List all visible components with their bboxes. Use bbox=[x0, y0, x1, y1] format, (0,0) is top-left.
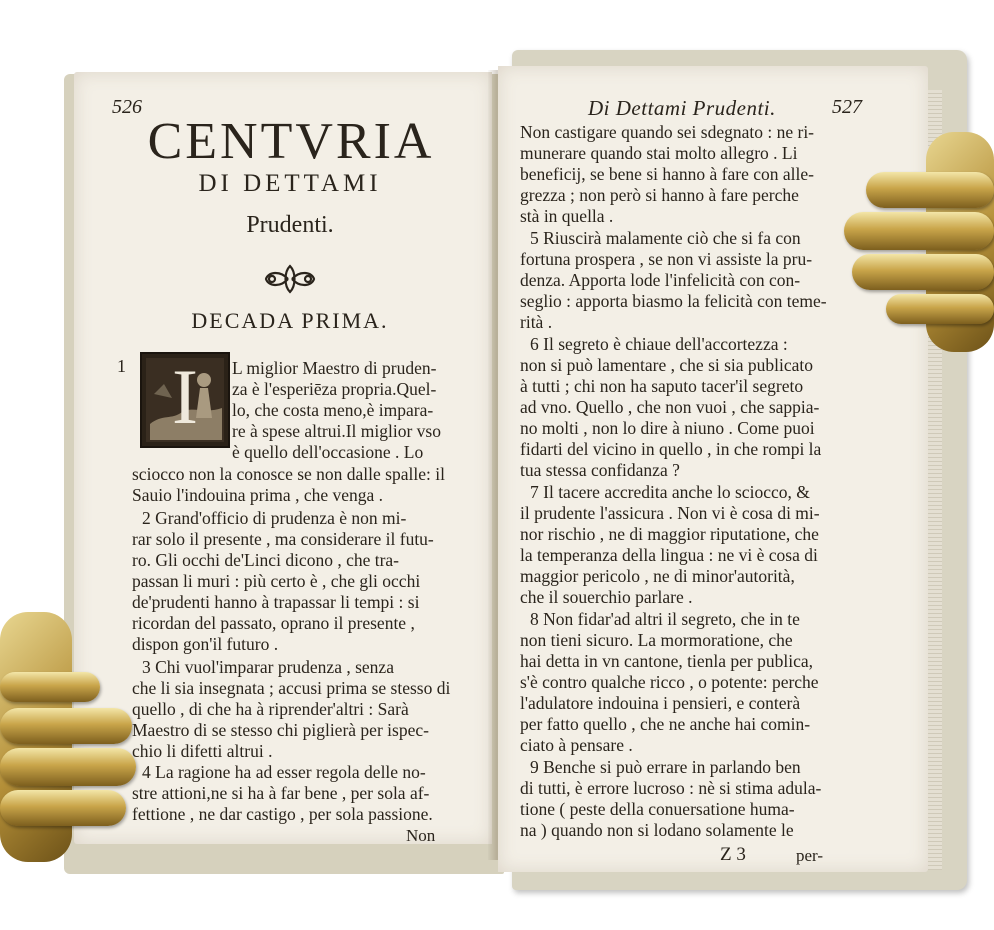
text-line: L miglior Maestro di pruden- bbox=[232, 358, 437, 378]
text-line: no molti , non lo dire à niuno . Come puoi bbox=[520, 418, 815, 438]
text-line: che li sia insegnata ; accusi prima se stesso di bbox=[132, 678, 451, 698]
title-main: CENTVRIA bbox=[147, 113, 435, 170]
text-line: de'prudenti hanno à trapassar li tempi : si bbox=[132, 592, 420, 612]
text-line: 6 Il segreto è chiaue dell'accortezza : bbox=[530, 334, 788, 354]
text-line: denza. Apporta lode l'infelicità con con- bbox=[520, 270, 801, 290]
initial-letter: I bbox=[172, 353, 198, 440]
text-line: non tieni sicuro. La mormoratione, che bbox=[520, 630, 793, 650]
text-line: ciato à pensare . bbox=[520, 735, 633, 755]
text-line: tione ( peste della conuersatione huma- bbox=[520, 799, 795, 819]
text-line: hai detta in vn cantone, tienla per publica, bbox=[520, 651, 814, 671]
text-line: nor rischio , ne di maggior riputatione, che bbox=[520, 524, 819, 544]
decorated-initial bbox=[140, 352, 230, 448]
text-line: fidarti del vicino in quello , in che rompi la bbox=[520, 439, 822, 459]
title-sub-prudenti: Prudenti. bbox=[246, 212, 334, 238]
paragraph-number-1: 1 bbox=[117, 356, 126, 376]
text-line: 5 Riuscirà malamente ciò che si fa con bbox=[530, 228, 801, 248]
text-line: munerare quando stai molto allegro . Li bbox=[520, 143, 798, 163]
text-line: non si può lamentare , che si sia publicato bbox=[520, 355, 814, 375]
right-catchword: per- bbox=[796, 846, 824, 865]
text-line: Sauio l'indouina prima , che venga . bbox=[132, 485, 384, 505]
text-line: 3 Chi vuol'imparar prudenza , senza bbox=[142, 657, 394, 677]
left-page-number: 526 bbox=[112, 96, 142, 118]
text-line: re à spese altrui.Il miglior vso bbox=[232, 421, 441, 441]
text-line: 9 Benche si può errare in parlando ben bbox=[530, 757, 801, 777]
signature-mark: Z 3 bbox=[720, 844, 746, 865]
text-line: l'adulatore indouina i pensieri, e conterà bbox=[520, 693, 801, 713]
fleuron-ornament-icon bbox=[262, 262, 318, 296]
text-line: 7 Il tacere accredita anche lo sciocco, & bbox=[530, 482, 810, 502]
text-line: stà in quella . bbox=[520, 206, 614, 226]
text-line: chio li difetti altrui . bbox=[132, 741, 273, 761]
text-line: 2 Grand'officio di prudenza è non mi- bbox=[142, 508, 407, 528]
running-head: Di Dettami Prudenti. bbox=[588, 96, 776, 120]
text-line: za è l'esperiēza propria.Quel- bbox=[232, 379, 437, 399]
text-line: di tutti, è errore lucroso : nè si stima adula- bbox=[520, 778, 822, 798]
brass-hand-right-icon bbox=[836, 112, 994, 352]
text-line: il prudente l'assicura . Non vi è cosa di mi- bbox=[520, 503, 820, 523]
text-line: à tutti ; chi non ha saputo tacer'il segreto bbox=[520, 376, 804, 396]
text-line: la temperanza della lingua : ne vi è cosa di bbox=[520, 545, 818, 565]
text-line: rità . bbox=[520, 312, 553, 332]
text-line: grezza ; non però si hanno à fare perche bbox=[520, 185, 799, 205]
text-line: lo, che costa meno,è impara- bbox=[232, 400, 434, 420]
text-line: Maestro di se stesso chi piglierà per ispec- bbox=[132, 720, 429, 740]
text-line: per fatto quello , che ne anche hai comin- bbox=[520, 714, 811, 734]
title-sub: DI DETTAMI bbox=[198, 170, 382, 197]
left-catchword: Non bbox=[406, 826, 436, 845]
text-line: sciocco non la conosce se non dalle spalle: il bbox=[132, 464, 445, 484]
text-line: fortuna prospera , se non vi assiste la pru- bbox=[520, 249, 813, 269]
text-line: s'è contro qualche ricco , o potente: perche bbox=[520, 672, 819, 692]
text-line: ricordan del passato, oprano il presente , bbox=[132, 613, 415, 633]
text-line: na ) quando non si lodano solamente le bbox=[520, 820, 794, 840]
text-line: ad vno. Quello , che non vuoi , che sappia- bbox=[520, 397, 820, 417]
text-line: rar solo il presente , ma considerare il futu- bbox=[132, 529, 434, 549]
text-line: Non castigare quando sei sdegnato : ne ri- bbox=[520, 122, 815, 142]
text-line: tua stessa confidanza ? bbox=[520, 460, 680, 480]
decade-heading: DECADA PRIMA. bbox=[191, 308, 389, 333]
text-line: seglio : apporta biasmo la felicità con teme- bbox=[520, 291, 827, 311]
text-line: quello , di che ha à riprender'altri : Sarà bbox=[132, 699, 409, 719]
text-line: che il souerchio parlare . bbox=[520, 587, 693, 607]
text-line: maggior pericolo , ne di minor'autorità, bbox=[520, 566, 795, 586]
text-line: beneficij, se bene si hanno à fare con alle- bbox=[520, 164, 814, 184]
text-line: è quello dell'occasione . Lo bbox=[232, 442, 424, 462]
text-line: passan li muri : più certo è , che gli occhi bbox=[132, 571, 421, 591]
text-line: stre attioni,ne si ha à far bene , per sola af- bbox=[132, 783, 430, 803]
text-line: ro. Gli occhi de'Linci dicono , che tra- bbox=[132, 550, 400, 570]
right-page-number: 527 bbox=[832, 96, 862, 118]
text-line: 4 La ragione ha ad esser regola delle no- bbox=[142, 762, 426, 782]
text-line: dispon gon'il futuro . bbox=[132, 634, 279, 654]
brass-hand-left-icon bbox=[0, 612, 138, 862]
text-line: 8 Non fidar'ad altri il segreto, che in te bbox=[530, 609, 800, 629]
text-line: fettione , ne dar castigo , per sola passione. bbox=[132, 804, 433, 824]
